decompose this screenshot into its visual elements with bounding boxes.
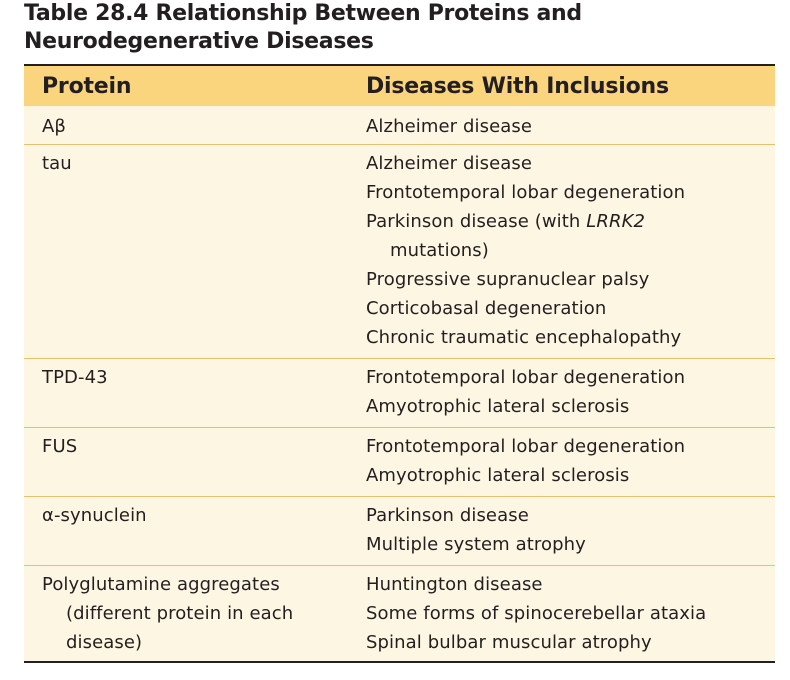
table-header-row — [24, 64, 775, 106]
disease-item: Chronic traumatic encephalopathy — [366, 327, 682, 348]
table-row — [24, 565, 775, 661]
diseases-cell — [366, 432, 775, 490]
disease-item: Amyotrophic lateral sclerosis — [366, 396, 630, 417]
table-title-line-2: Neurodegenerative Diseases — [24, 29, 374, 54]
disease-item: Frontotemporal lobar degeneration — [366, 182, 686, 203]
disease-item: Huntington disease — [366, 574, 543, 595]
disease-item: Multiple system atrophy — [366, 534, 586, 555]
disease-item: Parkinson disease — [366, 505, 529, 526]
header-diseases: Diseases With Inclusions — [366, 73, 669, 99]
diseases-cell — [366, 570, 775, 657]
disease-item-continuation: mutations) — [390, 240, 489, 261]
disease-item: Frontotemporal lobar degeneration — [366, 367, 686, 388]
protein-cell — [24, 501, 366, 559]
protein-name-continuation: (different protein in each — [66, 603, 294, 624]
disease-item: Amyotrophic lateral sclerosis — [366, 465, 630, 486]
protein-cell — [24, 432, 366, 490]
table-row — [24, 144, 775, 358]
protein-cell — [24, 149, 366, 352]
disease-item: Frontotemporal lobar degeneration — [366, 436, 686, 457]
disease-item: Progressive supranuclear palsy — [366, 269, 650, 290]
diseases-cell — [366, 501, 775, 559]
gene-name: LRRK2 — [586, 211, 646, 232]
table-row — [24, 427, 775, 496]
protein-name: FUS — [42, 436, 78, 457]
protein-name: α-synuclein — [42, 505, 147, 526]
table-title-line-1: Table 28.4 Relationship Between Proteins and — [24, 1, 582, 26]
disease-item: Alzheimer disease — [366, 116, 533, 137]
disease-item: Corticobasal degeneration — [366, 298, 607, 319]
diseases-cell — [366, 363, 775, 421]
protein-disease-table — [24, 64, 775, 663]
protein-cell — [24, 570, 366, 657]
protein-name: Polyglutamine aggregates — [42, 574, 280, 595]
disease-item: Some forms of spinocerebellar ataxia — [366, 603, 707, 624]
protein-name-continuation: disease) — [66, 632, 143, 653]
protein-name: Aβ — [42, 116, 67, 137]
table-row — [24, 358, 775, 427]
diseases-cell — [366, 149, 775, 352]
protein-cell — [24, 112, 366, 144]
header-protein: Protein — [42, 73, 132, 99]
protein-name: tau — [42, 153, 72, 174]
diseases-cell — [366, 112, 775, 144]
disease-item — [366, 207, 775, 236]
table-row — [24, 106, 775, 144]
disease-item: Spinal bulbar muscular atrophy — [366, 632, 652, 653]
protein-name: TPD-43 — [42, 367, 108, 388]
disease-item: Alzheimer disease — [366, 153, 533, 174]
table-title — [24, 0, 764, 56]
disease-item-text: Parkinson disease (with — [366, 211, 587, 232]
table-row — [24, 496, 775, 565]
protein-cell — [24, 363, 366, 421]
